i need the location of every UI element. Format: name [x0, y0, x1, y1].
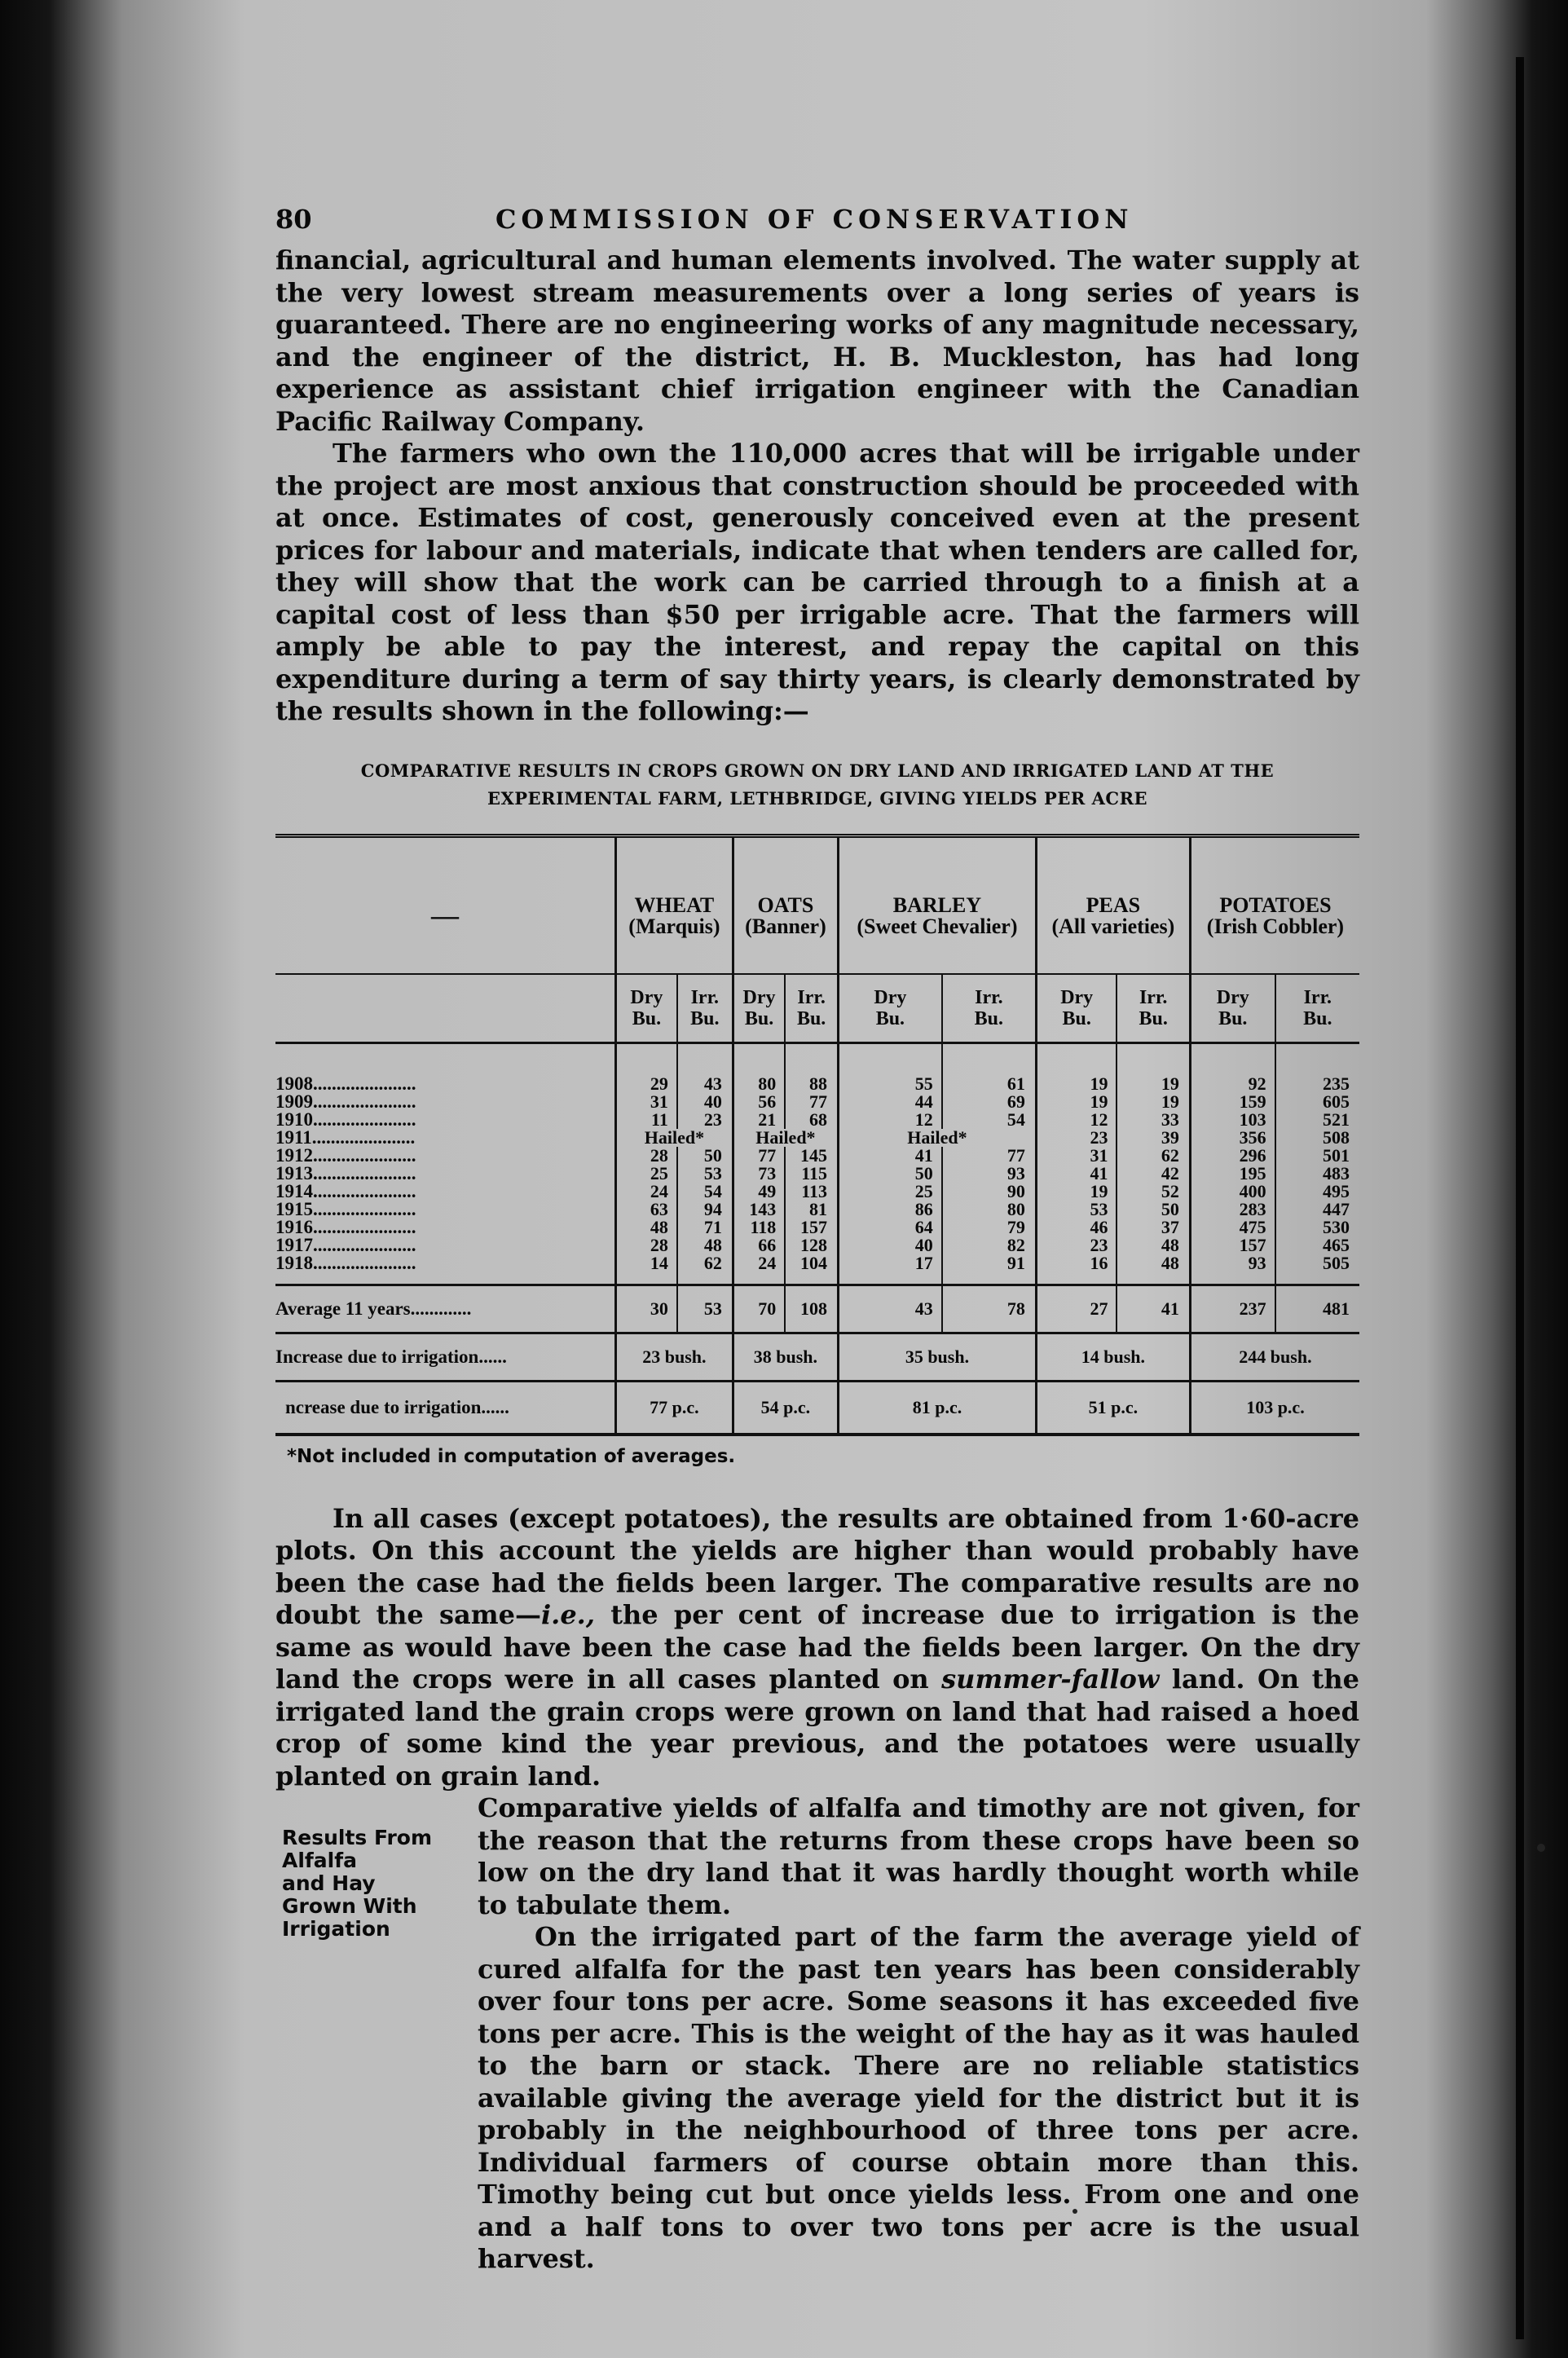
table-row: [275, 1165, 1359, 1183]
yield-cell: 14: [616, 1254, 677, 1285]
yield-cell: 19: [1117, 1042, 1190, 1093]
sidenote-line: Grown With: [282, 1894, 417, 1918]
unit-header-row: [275, 974, 1359, 1043]
paragraph-3-text: In all cases (except potatoes), the results are obtained from 1·60-acre plots. On this account the yields are higher than would probably have been the case had the fields been larger. The comparative results are no doubt the same—: [275, 1502, 1359, 1630]
yield-cell: 71: [677, 1219, 733, 1236]
increase-label: Increase due to irrigation......: [275, 1333, 616, 1381]
yield-cell: 69: [942, 1093, 1037, 1111]
year-label: 1918......................: [275, 1252, 416, 1273]
yield-cell: 128: [785, 1236, 838, 1254]
yield-cell: 48: [1117, 1254, 1190, 1285]
dry-label: Dry: [1060, 986, 1094, 1008]
yield-cell: 41: [1036, 1165, 1117, 1183]
yield-cell: 68: [785, 1111, 838, 1129]
increase-cell: 35 bush.: [838, 1333, 1036, 1381]
yield-cell: 50: [838, 1165, 941, 1183]
yield-cell: 143: [733, 1201, 785, 1219]
year-label: 1910......................: [275, 1108, 416, 1130]
bushel-unit: Bu.: [1218, 1007, 1248, 1029]
table-caption: [275, 757, 1359, 813]
yield-cell: 61: [942, 1042, 1037, 1093]
table-row: [275, 1042, 1359, 1093]
yield-cell: 82: [942, 1236, 1037, 1254]
year-label: 1912......................: [275, 1144, 416, 1166]
paragraph-3-text: land. On the irrigated land the grain crops were grown on land that had raised a hoed crop of some kind the year previous, and the potatoes were usually planted on grain land.: [275, 1664, 1360, 1792]
yield-cell: 93: [1190, 1254, 1275, 1285]
year-label: 1913......................: [275, 1162, 416, 1183]
yield-cell: 19: [1036, 1093, 1117, 1111]
yield-cell: 80: [942, 1201, 1037, 1219]
yield-cell: 33: [1117, 1111, 1190, 1129]
crop-name: BARLEY: [892, 893, 982, 917]
yield-cell: 77: [785, 1093, 838, 1111]
paragraph-4: Comparative yields of alfalfa and timothy are not given, for the reason that the returns from these crops have been so low on the dry land that it was hardly thought worth while to tabulate them.: [478, 1792, 1359, 1920]
year-label: 1917......................: [275, 1234, 416, 1255]
yield-cell: 31: [1036, 1147, 1117, 1165]
percent-label: ncrease due to irrigation......: [275, 1381, 616, 1435]
average-cell: 70: [733, 1285, 785, 1333]
scan-speck: [1537, 1844, 1545, 1852]
year-label: 1909......................: [275, 1091, 416, 1112]
yield-cell: 23: [1036, 1236, 1117, 1254]
hailed-cell: Hailed*: [616, 1129, 733, 1147]
yield-cell: 24: [616, 1183, 677, 1201]
yield-cell: 145: [785, 1147, 838, 1165]
yield-cell: 73: [733, 1165, 785, 1183]
paragraph-3-summer-fallow: summer-fallow: [941, 1664, 1160, 1695]
yield-cell: 505: [1275, 1254, 1359, 1285]
yield-cell: 42: [1117, 1165, 1190, 1183]
bushel-unit: Bu.: [690, 1007, 720, 1029]
table-footnote: *Not included in computation of averages.: [287, 1445, 736, 1467]
yield-cell: 40: [677, 1093, 733, 1111]
crop-variety: (Banner): [745, 914, 826, 938]
year-label: 1914......................: [275, 1180, 416, 1201]
yield-cell: 64: [838, 1219, 941, 1236]
crop-variety: (Marquis): [628, 914, 720, 938]
yield-cell: 21: [733, 1111, 785, 1129]
yield-cell: 91: [942, 1254, 1037, 1285]
yield-cell: 81: [785, 1201, 838, 1219]
average-cell: 27: [1036, 1285, 1117, 1333]
yield-cell: 235: [1275, 1042, 1359, 1093]
yield-cell: 53: [1036, 1201, 1117, 1219]
yield-cell: 86: [838, 1201, 941, 1219]
unit-corner: [275, 974, 616, 1043]
crop-variety: (Sweet Chevalier): [857, 914, 1018, 938]
yield-cell: 465: [1275, 1236, 1359, 1254]
yield-cell: 88: [785, 1042, 838, 1093]
crop-header-row: [275, 835, 1359, 974]
table-row: [275, 1219, 1359, 1236]
yield-cell: 400: [1190, 1183, 1275, 1201]
yield-cell: 495: [1275, 1183, 1359, 1201]
year-label: 1908......................: [275, 1073, 416, 1094]
percent-increase-row: [275, 1381, 1359, 1435]
yield-cell: 28: [616, 1147, 677, 1165]
yield-cell: 159: [1190, 1093, 1275, 1111]
yield-cell: 92: [1190, 1042, 1275, 1093]
dry-label: Dry: [630, 986, 663, 1008]
bushel-unit: Bu.: [974, 1007, 1004, 1029]
paragraph-3: [275, 1503, 1359, 1793]
yield-cell: 530: [1275, 1219, 1359, 1236]
yield-cell: 19: [1036, 1042, 1117, 1093]
bushel-unit: Bu.: [1062, 1007, 1091, 1029]
crop-header: [1036, 835, 1190, 974]
yield-cell: 103: [1190, 1111, 1275, 1129]
table-row: [275, 1093, 1359, 1111]
crop-header: [1190, 835, 1359, 974]
crop-header: [733, 835, 838, 974]
yield-cell: 29: [616, 1042, 677, 1093]
yield-cell: 66: [733, 1236, 785, 1254]
sidenote-line: Irrigation: [282, 1917, 390, 1941]
yield-cell: 79: [942, 1219, 1037, 1236]
yield-cell: 501: [1275, 1147, 1359, 1165]
yield-cell: 195: [1190, 1165, 1275, 1183]
irr-label: Irr.: [975, 986, 1003, 1008]
percent-cell: 81 p.c.: [838, 1381, 1036, 1435]
yield-cell: 93: [942, 1165, 1037, 1183]
yield-cell: 23: [1036, 1129, 1117, 1147]
page-number: 80: [275, 204, 312, 235]
yield-cell: 11: [616, 1111, 677, 1129]
yield-cell: 447: [1275, 1201, 1359, 1219]
yield-cell: 53: [677, 1165, 733, 1183]
yield-cell: 23: [677, 1111, 733, 1129]
hailed-cell: Hailed*: [838, 1129, 1036, 1147]
yield-cell: 54: [677, 1183, 733, 1201]
running-head: [275, 204, 1359, 245]
alfalfa-section: [275, 1792, 1359, 2276]
dry-label: Dry: [742, 986, 776, 1008]
yield-cell: 52: [1117, 1183, 1190, 1201]
irr-unit-header: [1117, 974, 1190, 1043]
yield-cell: 157: [785, 1219, 838, 1236]
year-rows: [275, 1042, 1359, 1285]
yield-cell: 31: [616, 1093, 677, 1111]
yield-cell: 63: [616, 1201, 677, 1219]
table-row: [275, 1111, 1359, 1129]
microfilm-edge-line: [1516, 57, 1524, 2339]
yield-cell: 605: [1275, 1093, 1359, 1111]
crop-variety: (All varieties): [1051, 914, 1175, 938]
yield-cell: 475: [1190, 1219, 1275, 1236]
percent-cell: 54 p.c.: [733, 1381, 838, 1435]
yield-cell: 41: [838, 1147, 941, 1165]
increase-cell: 14 bush.: [1036, 1333, 1190, 1381]
yield-cell: 113: [785, 1183, 838, 1201]
average-cell: 43: [838, 1285, 941, 1333]
table-row: [275, 1147, 1359, 1165]
book-page: [275, 204, 1359, 2276]
yield-cell: 50: [1117, 1201, 1190, 1219]
irr-label: Irr.: [1303, 986, 1332, 1008]
dry-unit-header: [733, 974, 785, 1043]
average-cell: 53: [677, 1285, 733, 1333]
yield-cell: 94: [677, 1201, 733, 1219]
corner-label: —: [275, 835, 616, 974]
table-row: [275, 1254, 1359, 1285]
yield-cell: 44: [838, 1093, 941, 1111]
yield-cell: 104: [785, 1254, 838, 1285]
yield-cell: 356: [1190, 1129, 1275, 1147]
yield-cell: 12: [838, 1111, 941, 1129]
yield-cell: 508: [1275, 1129, 1359, 1147]
average-label: Average 11 years.............: [275, 1285, 616, 1333]
yield-cell: 40: [838, 1236, 941, 1254]
yield-cell: 17: [838, 1254, 941, 1285]
crop-yield-table: [275, 834, 1359, 1436]
table-row: [275, 1183, 1359, 1201]
bushel-unit: Bu.: [1303, 1007, 1332, 1029]
crop-header: [616, 835, 733, 974]
irr-unit-header: [677, 974, 733, 1043]
irr-unit-header: [942, 974, 1037, 1043]
average-cell: 41: [1117, 1285, 1190, 1333]
table-row: [275, 1129, 1359, 1147]
yield-cell: 55: [838, 1042, 941, 1093]
irr-label: Irr.: [1139, 986, 1168, 1008]
paragraph-3-text: the per cent of increase due to irrigation is the same as would have been the case had the fields been larger. On the dry land the crops were in all cases planted on: [275, 1599, 1360, 1695]
dry-unit-header: [838, 974, 941, 1043]
year-label: 1916......................: [275, 1216, 416, 1237]
sidenote-line: and Hay: [282, 1871, 376, 1895]
bushel-unit: Bu.: [1139, 1007, 1168, 1029]
yield-cell: 24: [733, 1254, 785, 1285]
irr-label: Irr.: [690, 986, 720, 1008]
increase-cell: 38 bush.: [733, 1333, 838, 1381]
yield-cell: 12: [1036, 1111, 1117, 1129]
yield-cell: 28: [616, 1236, 677, 1254]
year-label: 1911......................: [275, 1126, 416, 1148]
yield-cell: 25: [616, 1165, 677, 1183]
hailed-cell: Hailed*: [733, 1129, 838, 1147]
paragraph-3-ie: i.e.,: [541, 1599, 595, 1630]
crop-name: POTATOES: [1219, 893, 1332, 917]
table-row: [275, 1201, 1359, 1219]
increase-row: [275, 1333, 1359, 1381]
average-cell: 481: [1275, 1285, 1359, 1333]
yield-cell: 80: [733, 1042, 785, 1093]
average-cell: 108: [785, 1285, 838, 1333]
average-cell: 237: [1190, 1285, 1275, 1333]
yield-cell: 43: [677, 1042, 733, 1093]
table-caption-line: COMPARATIVE RESULTS IN CROPS GROWN ON DRY LAND AND IRRIGATED LAND AT THE: [360, 760, 1275, 781]
average-cell: 78: [942, 1285, 1037, 1333]
yield-cell: 37: [1117, 1219, 1190, 1236]
bushel-unit: Bu.: [632, 1007, 662, 1029]
paragraph-5: On the irrigated part of the farm the average yield of cured alfalfa for the past ten years has been considerably over four tons per acre. Some seasons it has exceeded five tons per acre. This is the weight of the hay as it was hauled to the barn or stack. There are no reliable statistics available giving the average yield for the district but it is probably in the neighbourhood of three tons per acre. Individual farmers of course obtain more than this. Timothy being cut but once yields less. From one and one and a half tons to over two tons per acre is the usual harvest.: [478, 1921, 1359, 2274]
bushel-unit: Bu.: [796, 1007, 826, 1029]
yield-cell: 118: [733, 1219, 785, 1236]
yield-cell: 283: [1190, 1201, 1275, 1219]
yield-cell: 483: [1275, 1165, 1359, 1183]
margin-sidenote: [282, 1827, 453, 1941]
paragraph-1: financial, agricultural and human elements involved. The water supply at the very lowest stream measurements over a long series of years is guaranteed. There are no engineering works of any magnitude necessary, and the engineer of the district, H. B. Muckleston, has had long experience as assistant chief irrigation engineer with the Canadian Pacific Railway Company.: [275, 245, 1359, 437]
yield-cell: 25: [838, 1183, 941, 1201]
dry-unit-header: [1190, 974, 1275, 1043]
crop-name: WHEAT: [634, 893, 715, 917]
yield-cell: 296: [1190, 1147, 1275, 1165]
crop-variety: (Irish Cobbler): [1206, 914, 1345, 938]
crop-name: OATS: [757, 893, 814, 917]
bushel-unit: Bu.: [744, 1007, 774, 1029]
yield-cell: 56: [733, 1093, 785, 1111]
average-cell: 30: [616, 1285, 677, 1333]
sidenote-line: Alfalfa: [282, 1849, 357, 1872]
yield-cell: 49: [733, 1183, 785, 1201]
yield-cell: 62: [1117, 1147, 1190, 1165]
average-row: [275, 1285, 1359, 1333]
yield-cell: 50: [677, 1147, 733, 1165]
paragraph-2: The farmers who own the 110,000 acres that will be irrigable under the project are most anxious that construction should be proceeded with at once. Estimates of cost, generously conceived even at the present prices for labour and materials, indicate that when tenders are called for, they will show that the work can be carried through to a finish at a capital cost of less than $50 per irrigable acre. That the farmers will amply be able to pay the interest, and repay the capital on this expenditure during a term of say thirty years, is clearly demonstrated by the results shown in the following:—: [275, 438, 1359, 726]
dry-label: Dry: [1216, 986, 1249, 1008]
increase-cell: 23 bush.: [616, 1333, 733, 1381]
yield-cell: 157: [1190, 1236, 1275, 1254]
percent-cell: 103 p.c.: [1190, 1381, 1359, 1435]
crop-header: [838, 835, 1036, 974]
yield-cell: 521: [1275, 1111, 1359, 1129]
irr-unit-header: [1275, 974, 1359, 1043]
running-title: COMMISSION OF CONSERVATION: [496, 204, 1134, 235]
dry-unit-header: [1036, 974, 1117, 1043]
bushel-unit: Bu.: [875, 1007, 905, 1029]
increase-cell: 244 bush.: [1190, 1333, 1359, 1381]
percent-cell: 77 p.c.: [616, 1381, 733, 1435]
yield-cell: 62: [677, 1254, 733, 1285]
yield-cell: 16: [1036, 1254, 1117, 1285]
irr-label: Irr.: [797, 986, 826, 1008]
percent-cell: 51 p.c.: [1036, 1381, 1190, 1435]
yield-cell: 90: [942, 1183, 1037, 1201]
yield-cell: 19: [1117, 1093, 1190, 1111]
yield-cell: 77: [733, 1147, 785, 1165]
table-row: [275, 1236, 1359, 1254]
yield-cell: 54: [942, 1111, 1037, 1129]
table-caption-line: EXPERIMENTAL FARM, LETHBRIDGE, GIVING YIELDS PER ACRE: [487, 787, 1148, 809]
yield-cell: 77: [942, 1147, 1037, 1165]
yield-cell: 48: [616, 1219, 677, 1236]
yield-cell: 46: [1036, 1219, 1117, 1236]
yield-cell: 48: [1117, 1236, 1190, 1254]
dry-unit-header: [616, 974, 677, 1043]
year-label: 1915......................: [275, 1198, 416, 1219]
dry-label: Dry: [874, 986, 907, 1008]
yield-cell: 48: [677, 1236, 733, 1254]
yield-cell: 39: [1117, 1129, 1190, 1147]
yield-cell: 115: [785, 1165, 838, 1183]
irr-unit-header: [785, 974, 838, 1043]
yield-cell: 19: [1036, 1183, 1117, 1201]
sidenote-line: Results From: [282, 1826, 433, 1849]
crop-name: PEAS: [1086, 893, 1141, 917]
